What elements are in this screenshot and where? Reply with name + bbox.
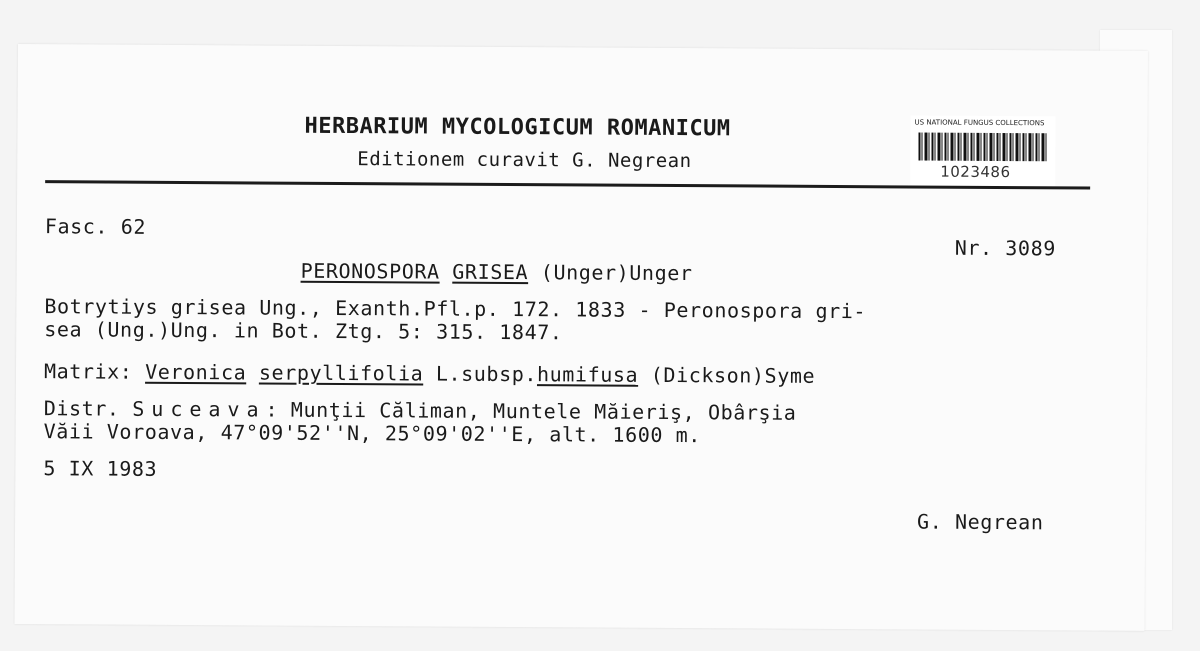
host-subspecies: humifusa [536,362,639,387]
host-rank: L.subsp. [423,361,538,387]
collector-name: G. Negrean [917,509,1044,535]
herbarium-label [14,44,1148,631]
matrix-prefix: Matrix: [43,359,146,384]
distribution-prefix: Distr. [43,396,133,421]
county-name: Suceava [132,396,266,422]
genus-name: PERONOSPORA [300,258,440,284]
synonymy-line-1: Botrytiys grisea Ung., Exanth.Pfl.p. 172. 1833 - Peronospora gri- [44,294,867,324]
species-epithet: GRISEA [452,259,529,285]
herbarium-title: HERBARIUM MYCOLOGICUM ROMANICUM [304,113,731,142]
collection-date: 5 IX 1983 [43,456,158,481]
synonymy-line-2: sea (Ung.)Ung. in Bot. Ztg. 5: 315. 1847. [44,317,563,345]
specimen-number: Nr. 3089 [954,235,1056,261]
barcode-label [910,115,1055,188]
host-genus: Veronica [145,359,247,385]
barcode-number: 1023486 [940,162,1011,182]
barcode-caption: US NATIONAL FUNGUS COLLECTIONS [914,118,1045,128]
matrix-line [44,359,815,388]
host-species: serpyllifolia [258,360,424,386]
species-author: (Unger)Unger [540,260,693,286]
barcode-icon [918,133,1048,162]
editor-line: Editionem curavit G. Negrean [357,148,692,173]
species-name [301,259,693,285]
locality: : Munţii Căliman, Muntele Măieriş, Obârşia [265,397,797,425]
fascicle-number: Fasc. 62 [44,214,147,239]
host-author: (Dickson)Syme [638,362,816,388]
distribution-line-2: Văii Voroava, 47°09'52''N, 25°09'02''E, alt. 1600 m. [43,419,702,448]
